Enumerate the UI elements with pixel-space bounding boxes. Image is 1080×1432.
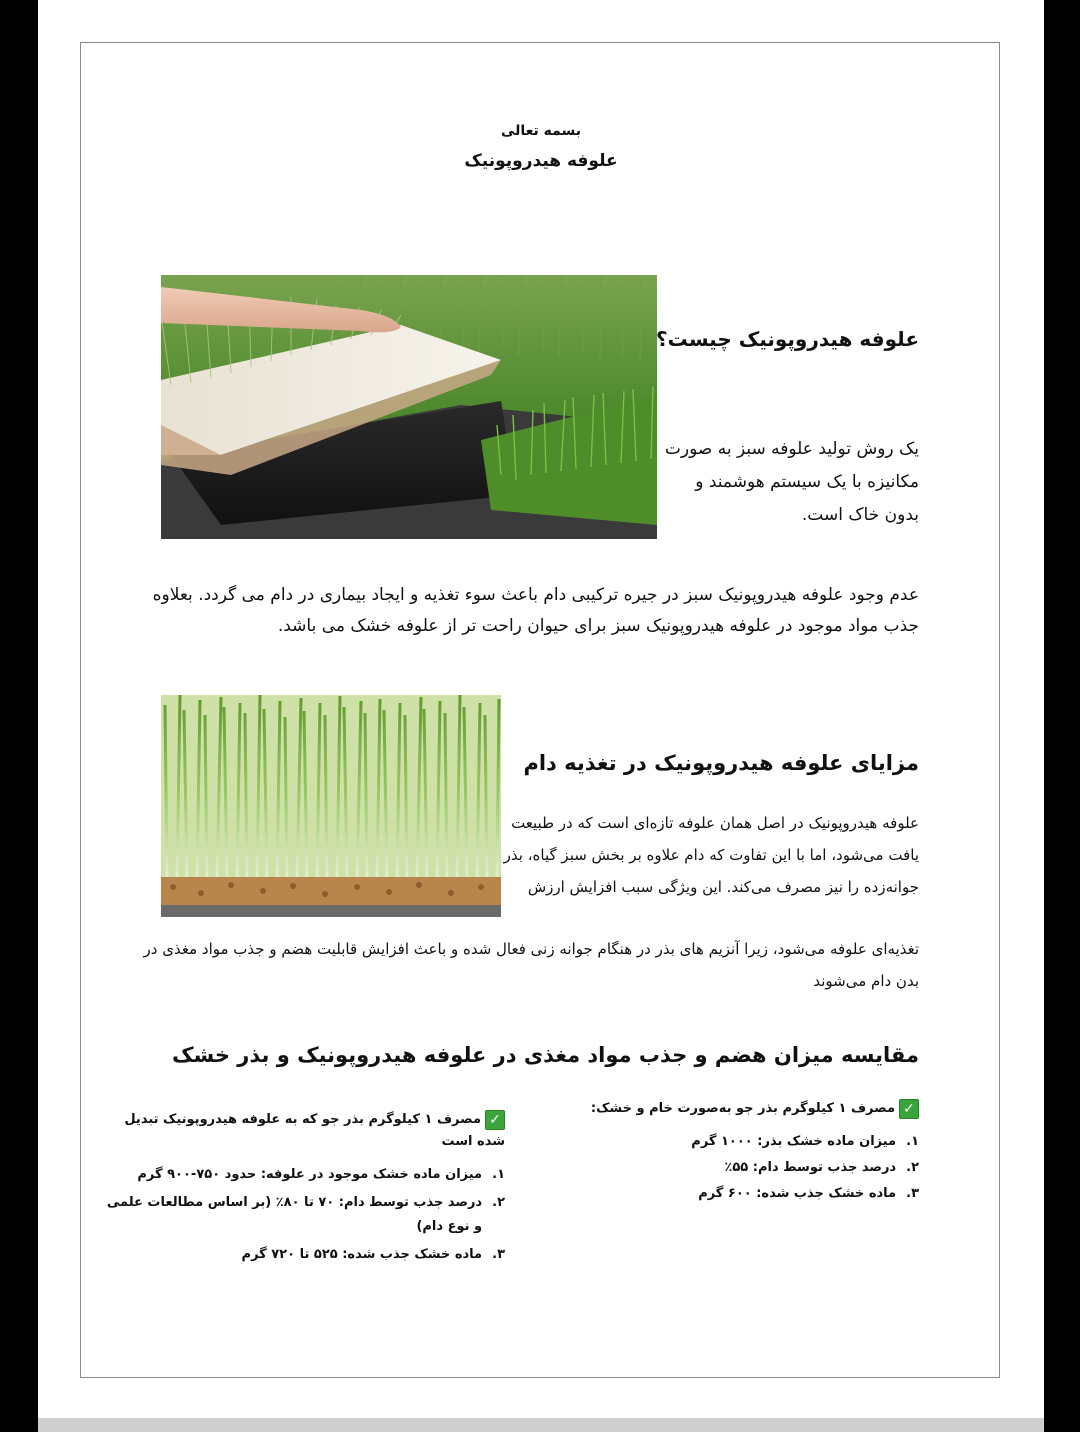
screen-edge-left — [0, 0, 38, 1432]
list-item — [549, 1182, 919, 1206]
list-text: ماده خشک جذب شده: ۵۲۵ تا ۷۲۰ گرم — [241, 1247, 483, 1262]
scroll-track[interactable] — [38, 1418, 1044, 1432]
hydroponic-heading — [95, 1109, 505, 1153]
dry-seed-heading-text: مصرف ۱ کیلوگرم بذر جو به‌صورت خام و خشک: — [590, 1101, 895, 1116]
dry-seed-list — [549, 1130, 919, 1206]
list-number: ۱. — [906, 1134, 919, 1149]
comparison-heading: مقایسه میزان هضم و جذب مواد مغذی در علوفه هیدروپونیک و بذر خشک — [171, 1043, 919, 1067]
barley-sprouts-illustration — [161, 695, 501, 917]
list-number: ۳. — [492, 1247, 505, 1262]
list-number: ۲. — [492, 1195, 505, 1210]
what-is-heading: علوفه هیدروپونیک چیست؟ — [656, 327, 919, 351]
list-item — [95, 1163, 505, 1187]
benefits-paragraph-bottom: تغذیه‌ای علوفه می‌شود، زیرا آنزیم های بذر در هنگام جوانه زنی فعال شده و باعث افزایش قابلیت هضم و جذب مواد مغذی در بدن دام می‌شوند — [143, 940, 919, 990]
list-text: درصد جذب توسط دام: ۷۰ تا ۸۰٪ (بر اساس مطالعات علمی و نوع دام) — [106, 1195, 483, 1234]
list-text: ماده خشک جذب شده: ۶۰۰ گرم — [698, 1186, 897, 1201]
hydroponic-heading-text: مصرف ۱ کیلوگرم بذر جو که به علوفه هیدروپونیک تبدیل شده است — [124, 1112, 505, 1149]
list-item — [549, 1130, 919, 1154]
list-text: میزان ماده خشک بذر: ۱۰۰۰ گرم — [691, 1134, 897, 1149]
list-number: ۲. — [906, 1160, 919, 1175]
list-number: ۱. — [492, 1167, 505, 1182]
list-number: ۳. — [906, 1186, 919, 1201]
hydroponic-mat-photo — [161, 275, 657, 539]
list-text: درصد جذب توسط دام: ۵۵٪ — [724, 1160, 897, 1175]
barley-sprouts-photo — [161, 695, 501, 917]
screen-edge-right — [1044, 0, 1080, 1432]
importance-paragraph: عدم وجود علوفه هیدروپونیک سبز در جیره ترکیبی دام باعث سوء تغذیه و ایجاد بیماری در دام می گردد. بعلاوه جذب مواد موجود در علوفه هیدروپونیک سبز برای حیوان راحت تر از علوفه خشک می باشد. — [152, 585, 919, 636]
check-icon: ✓ — [899, 1099, 919, 1119]
check-icon: ✓ — [485, 1110, 505, 1130]
list-item — [549, 1156, 919, 1180]
document-title: علوفه هیدروپونیک — [464, 151, 618, 171]
benefits-heading: مزایای علوفه هیدروپونیک در تغذیه دام — [523, 751, 919, 775]
what-is-paragraph: یک روش تولید علوفه سبز به صورت مکانیزه با یک سیستم هوشمند و بدون خاک است. — [664, 439, 919, 525]
hydroponic-column — [95, 1109, 505, 1271]
basmala: بسمه تعالی — [500, 123, 582, 139]
list-item — [95, 1191, 505, 1239]
document-page — [80, 42, 1000, 1378]
dry-seed-column — [549, 1098, 919, 1208]
list-text: میزان ماده خشک موجود در علوفه: حدود ۷۵۰-۹۰۰ گرم — [137, 1167, 483, 1182]
hydroponic-mat-illustration — [161, 275, 657, 539]
dry-seed-heading — [549, 1098, 919, 1120]
list-item — [95, 1243, 505, 1267]
benefits-paragraph-top: علوفه هیدروپونیک در اصل همان علوفه تازه‌ای است که در طبیعت یافت می‌شود، اما با این تفاوت که دام علاوه بر بخش سبز گیاه، بذر جوانه‌زده را نیز مصرف می‌کند. این ویژگی سبب افزایش ارزش — [503, 814, 919, 896]
hydroponic-list — [95, 1163, 505, 1267]
